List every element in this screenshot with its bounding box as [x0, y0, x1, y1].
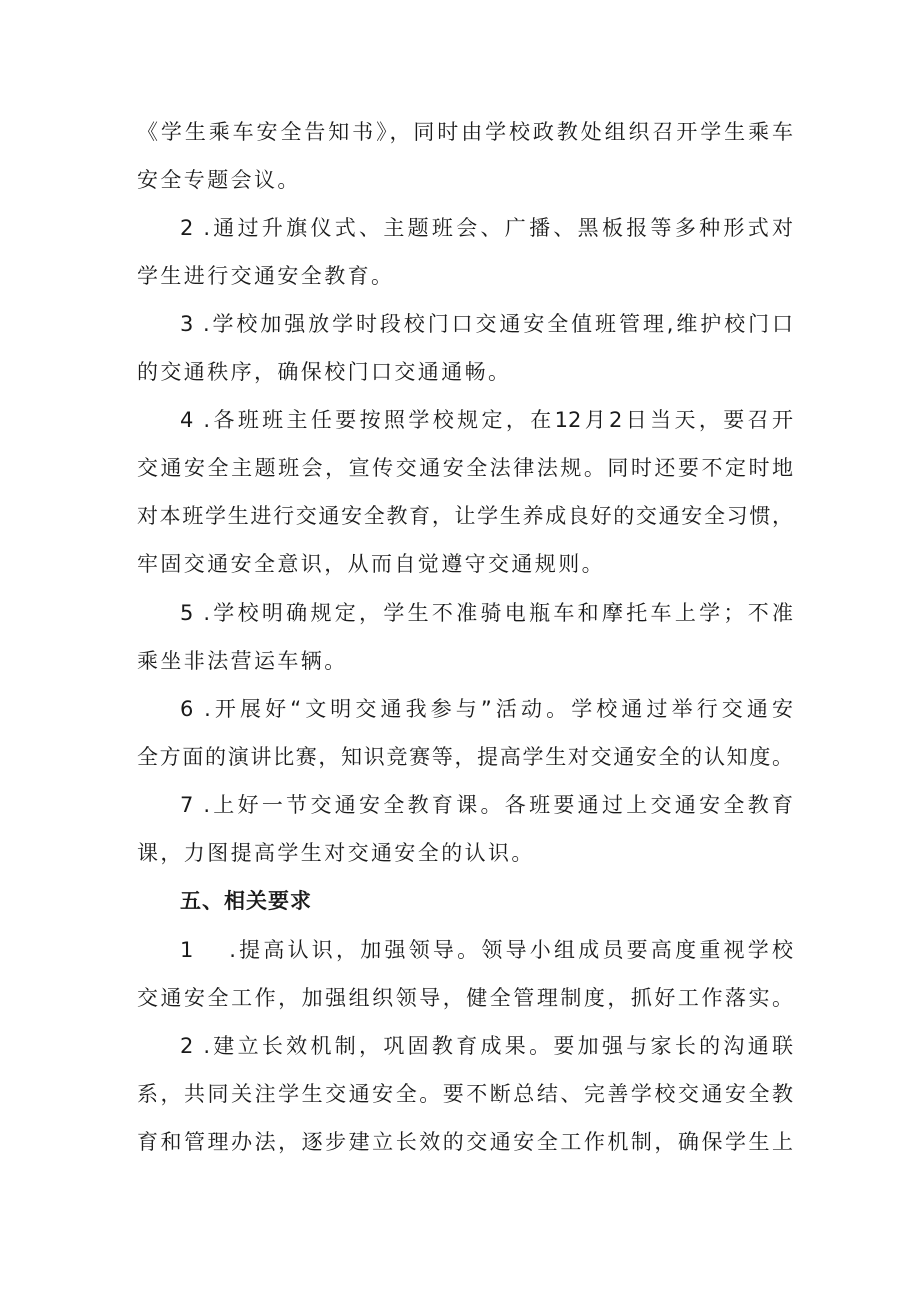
paragraph-line: 牢固交通安全意识，从而自觉遵守交通规则。 [137, 552, 605, 576]
paragraph-line: 学生进行交通安全教育。 [137, 264, 395, 288]
paragraph-line: 全方面的演讲比赛，知识竞赛等，提高学生对交通安全的认知度。 [137, 745, 793, 769]
paragraph-line: 乘坐非法营运车辆。 [137, 649, 348, 673]
list-item-4-line: 4 .各班班主任要按照学校规定，在12月2日当天，要召开 [180, 408, 793, 432]
paragraph-line: 课，力图提高学生对交通安全的认识。 [137, 841, 535, 865]
paragraph-line: 育和管理办法，逐步建立长效的交通安全工作机制，确保学生上 [137, 1130, 793, 1154]
paragraph-line: 的交通秩序，确保校门口交通通畅。 [137, 360, 512, 384]
paragraph-line: 系，共同关注学生交通安全。要不断总结、完善学校交通安全教 [137, 1082, 793, 1106]
list-item-5-line: 5 .学校明确规定，学生不准骑电瓶车和摩托车上学；不准 [180, 601, 793, 625]
section-heading: 五、相关要求 [180, 889, 312, 913]
paragraph-line: 对本班学生进行交通安全教育，让学生养成良好的交通安全习惯， [137, 504, 793, 528]
paragraph-line: 交通安全工作，加强组织领导，健全管理制度，抓好工作落实。 [137, 986, 793, 1010]
requirement-item-1-line: 1 .提高认识，加强领导。领导小组成员要高度重视学校 [180, 938, 793, 962]
list-item-7-line: 7 .上好一节交通安全教育课。各班要通过上交通安全教育 [180, 793, 793, 817]
requirement-item-2-line: 2 .建立长效机制，巩固教育成果。要加强与家长的沟通联 [180, 1034, 793, 1058]
list-item-6-line: 6 .开展好“文明交通我参与”活动。学校通过举行交通安 [180, 697, 793, 721]
paragraph-line: 《学生乘车安全告知书》，同时由学校政教处组织召开学生乘车 [137, 120, 793, 144]
list-item-2-line: 2 .通过升旗仪式、主题班会、广播、黑板报等多种形式对 [180, 216, 793, 240]
paragraph-line: 交通安全主题班会，宣传交通安全法律法规。同时还要不定时地 [137, 456, 793, 480]
paragraph-line: 安全专题会议。 [137, 168, 301, 192]
list-item-3-line: 3 .学校加强放学时段校门口交通安全值班管理,维护校门口 [180, 312, 793, 336]
